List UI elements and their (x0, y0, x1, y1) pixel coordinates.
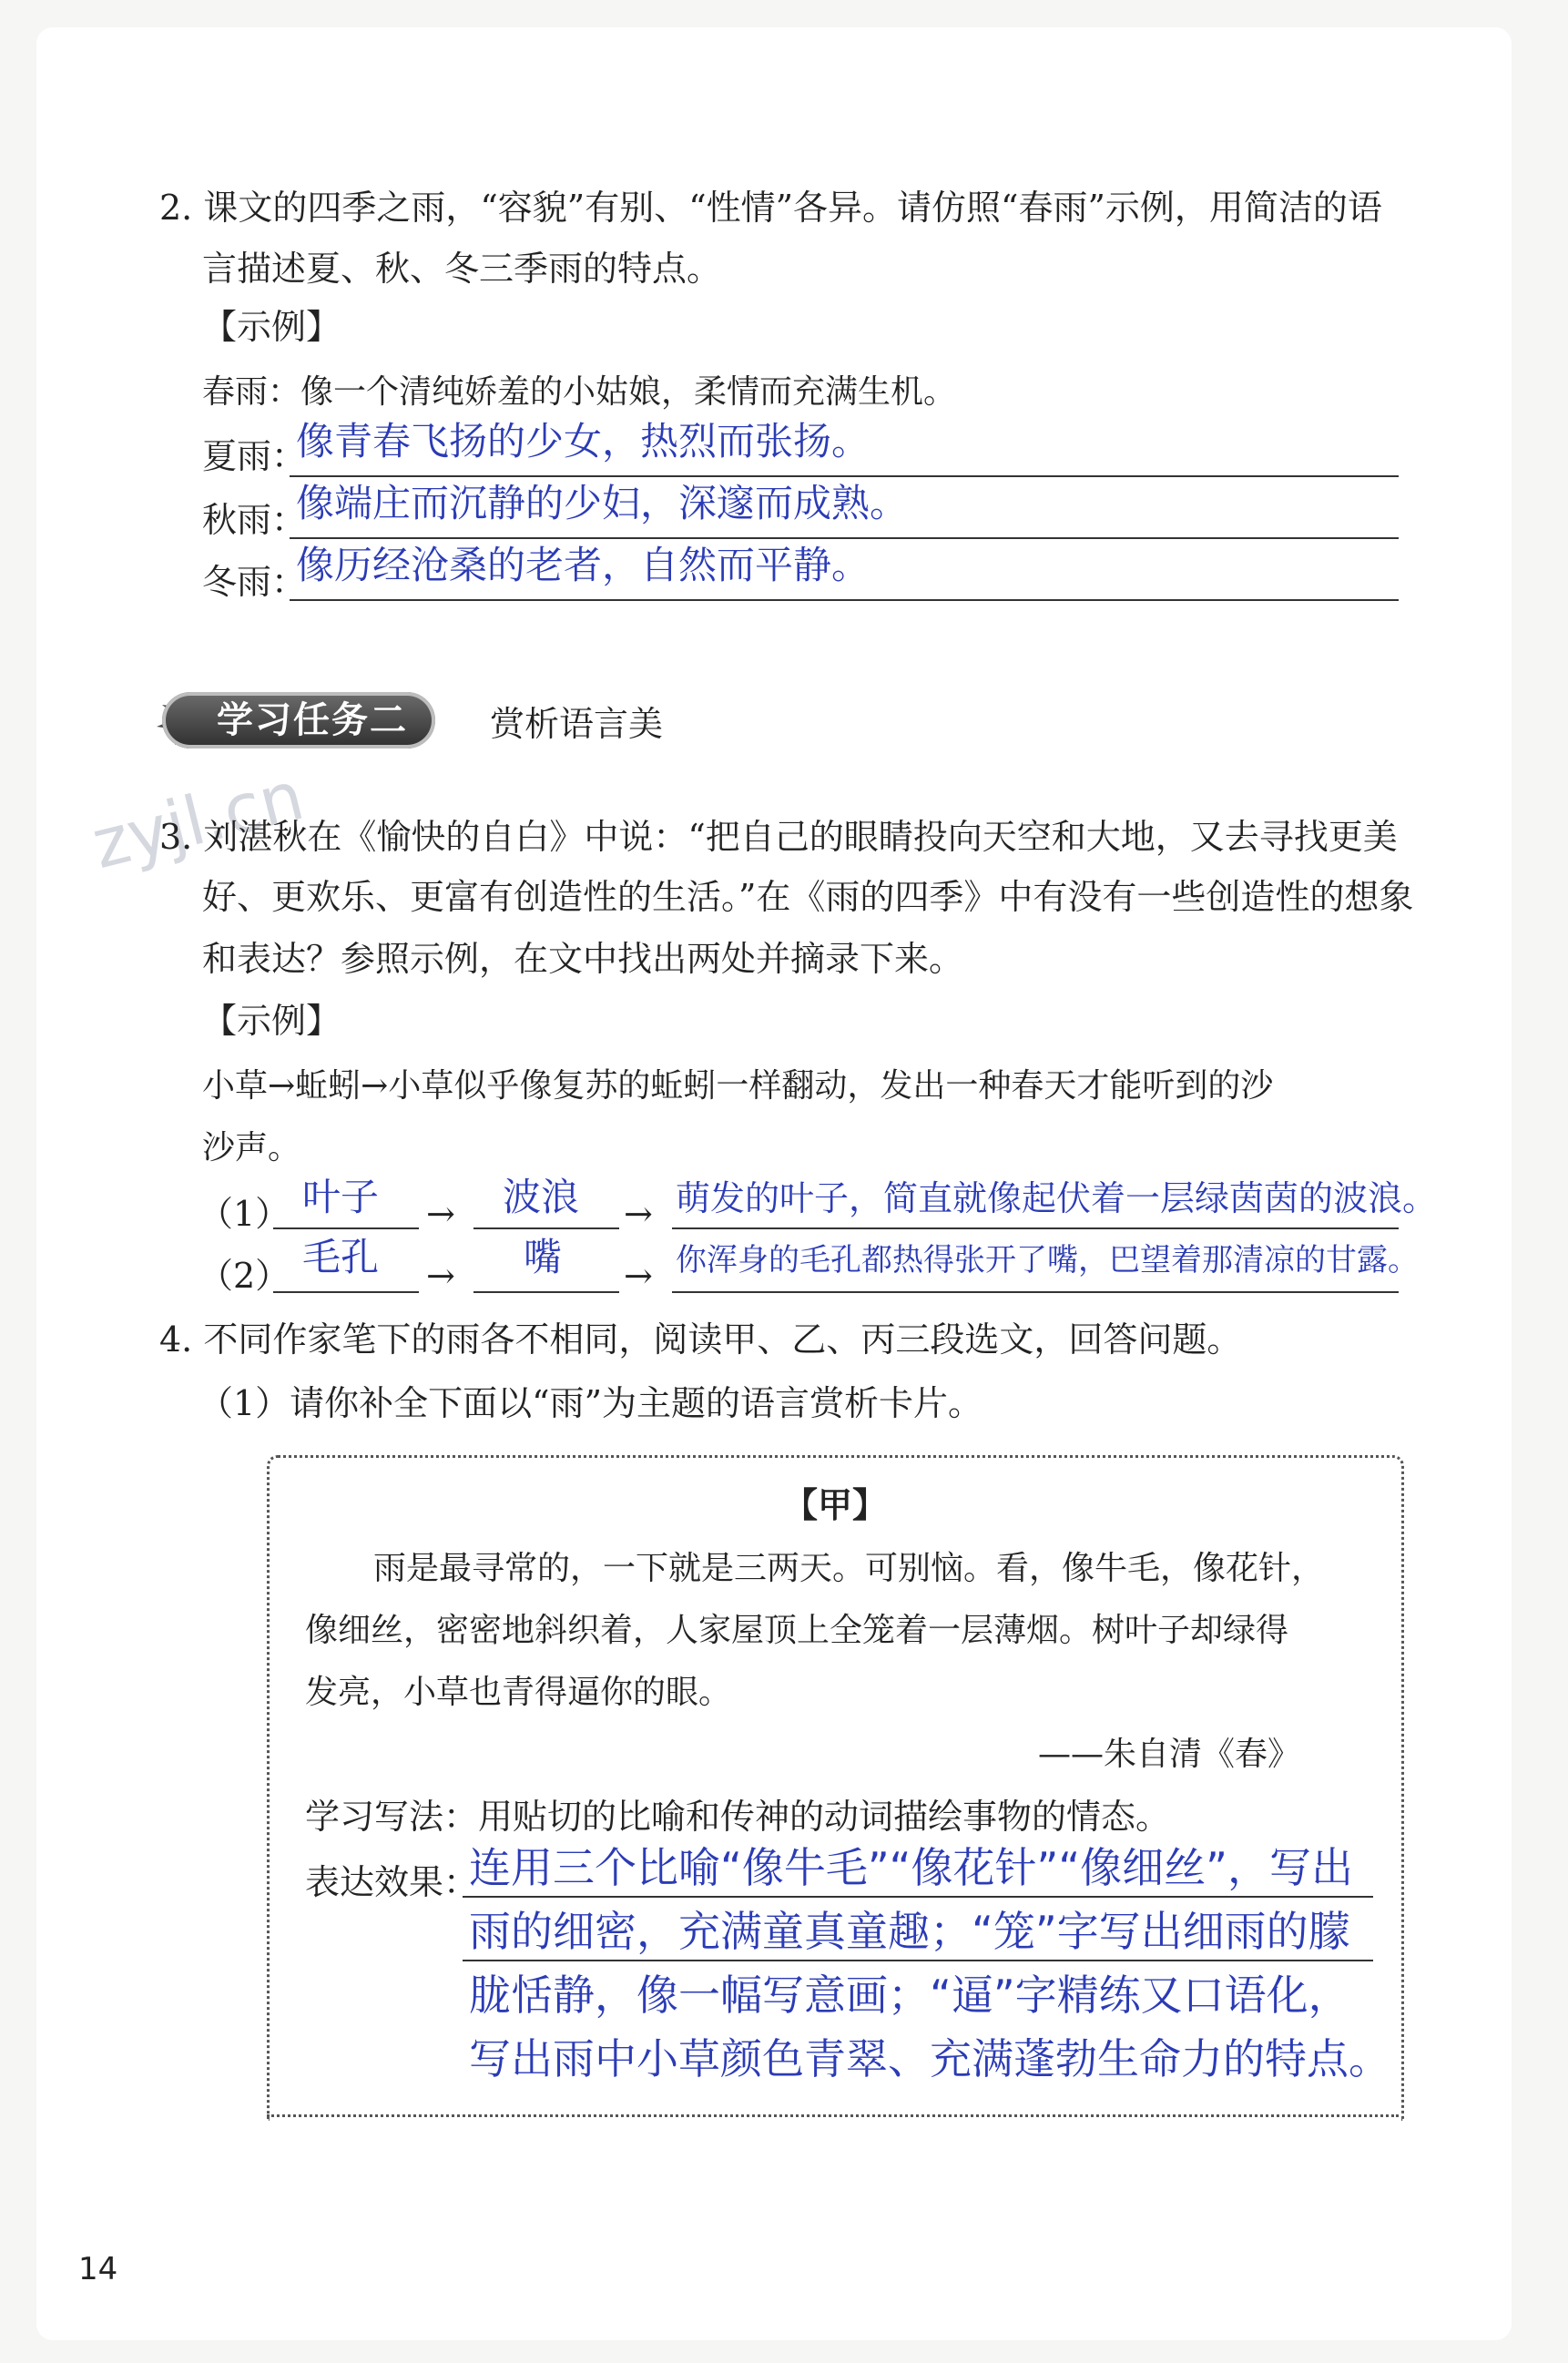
q3-answer2-arrow2: → (624, 1256, 653, 1296)
q3-answer1-b-line (473, 1227, 619, 1229)
analysis-card-bottom (267, 2114, 1399, 2117)
q3-answer2-num: （2） (199, 1256, 290, 1296)
card-effect-line2: 雨的细密，充满童真童趣；“笼”字写出细雨的朦 (469, 1907, 1350, 1956)
q2-line2: 言描述夏、秋、冬三季雨的特点。 (202, 249, 722, 289)
card-effect-line3: 胧恬静，像一幅写意画；“逼”字精练又口语化， (469, 1971, 1350, 2020)
q3-answer1-c-line (672, 1227, 1399, 1229)
q3-answer2-c-line (672, 1291, 1399, 1293)
q3-answer2-a: 毛孔 (302, 1235, 380, 1279)
q2-summer-answer: 像青春飞扬的少女，热烈而张扬。 (296, 419, 871, 463)
q3-example-label: 【示例】 (202, 1001, 341, 1041)
q3-answer2-arrow1: → (426, 1256, 455, 1296)
q3-answer1-a-line (273, 1227, 419, 1229)
q3-answer1-num: （1） (199, 1194, 290, 1234)
q3-answer2-b: 嘴 (524, 1235, 563, 1279)
q2-autumn-answer: 像端庄而沉静的少妇，深邃而成熟。 (296, 481, 909, 525)
q3-line1: 3. 刘湛秋在《愉快的自白》中说：“把自己的眼睛投向天空和大地，又去寻找更美 (159, 817, 1398, 857)
q3-answer2-c: 你浑身的毛孔都热得张开了嘴，巴望着那清凉的甘露。 (676, 1242, 1419, 1278)
q2-spring: 春雨：像一个清纯娇羞的小姑娘，柔情而充满生机。 (202, 373, 957, 411)
q2-winter-answer: 像历经沧桑的老者，自然而平静。 (296, 543, 871, 587)
card-passage-line2: 像细丝，密密地斜织着，人家屋顶上全笼着一层薄烟。树叶子却绿得 (305, 1612, 1289, 1649)
q3-line2: 好、更欢乐、更富有创造性的生活。”在《雨的四季》中有没有一些创造性的想象 (202, 877, 1414, 917)
card-effect-line2-rule (463, 1960, 1373, 1961)
watermark: zyjl.cn (85, 756, 311, 885)
card-passage-line3: 发亮，小草也青得逼你的眼。 (305, 1674, 732, 1711)
q2-winter-line (290, 599, 1399, 601)
q3-line3: 和表达？参照示例，在文中找出两处并摘录下来。 (202, 939, 964, 979)
q3-example-line2: 沙声。 (202, 1129, 301, 1166)
q3-example-line1: 小草→蚯蚓→小草似乎像复苏的蚯蚓一样翻动，发出一种春天才能听到的沙 (202, 1067, 1274, 1105)
q3-answer1-c: 萌发的叶子，简直就像起伏着一层绿茵茵的波浪。 (676, 1178, 1438, 1218)
card-heading: 【甲】 (783, 1485, 888, 1525)
card-effect-label: 表达效果： (305, 1862, 479, 1902)
q2-summer-line (290, 475, 1399, 477)
card-effect-line1: 连用三个比喻“像牛毛”“像花针”“像细丝”，写出 (469, 1843, 1353, 1892)
q2-example-label: 【示例】 (202, 307, 341, 347)
card-source: ——朱自清《春》 (1038, 1736, 1301, 1773)
page-number: 14 (78, 2251, 118, 2287)
q2-autumn-label: 秋雨： (202, 500, 307, 540)
card-method: 学习写法：用贴切的比喻和传神的动词描绘事物的情态。 (305, 1797, 1171, 1837)
q3-answer2-a-line (273, 1291, 419, 1293)
q3-answer2-b-line (473, 1291, 619, 1293)
q3-answer1-a: 叶子 (302, 1175, 380, 1219)
q2-line1: 2. 课文的四季之雨，“容貌”有别、“性情”各异。请仿照“春雨”示例，用简洁的语 (159, 188, 1382, 228)
q3-answer1-b: 波浪 (503, 1175, 580, 1219)
q4-line1: 4. 不同作家笔下的雨各不相同，阅读甲、乙、丙三段选文，回答问题。 (159, 1319, 1242, 1360)
q2-winter-label: 冬雨： (202, 562, 307, 602)
task-banner-label: 学习任务二 (217, 699, 408, 741)
card-passage-line1: 雨是最寻常的，一下就是三两天。可别恼。看，像牛毛，像花针， (373, 1550, 1325, 1587)
q4-sub1: （1）请你补全下面以“雨”为主题的语言赏析卡片。 (199, 1383, 983, 1423)
q3-answer1-arrow2: → (624, 1194, 653, 1234)
card-effect-line4: 写出雨中小草颜色青翠、充满蓬勃生命力的特点。 (469, 2034, 1390, 2083)
q2-summer-label: 夏雨： (202, 436, 307, 476)
card-effect-line1-rule (463, 1896, 1373, 1898)
q2-autumn-line (290, 537, 1399, 539)
q3-answer1-arrow1: → (426, 1194, 455, 1234)
task-title: 赏析语言美 (490, 704, 664, 744)
